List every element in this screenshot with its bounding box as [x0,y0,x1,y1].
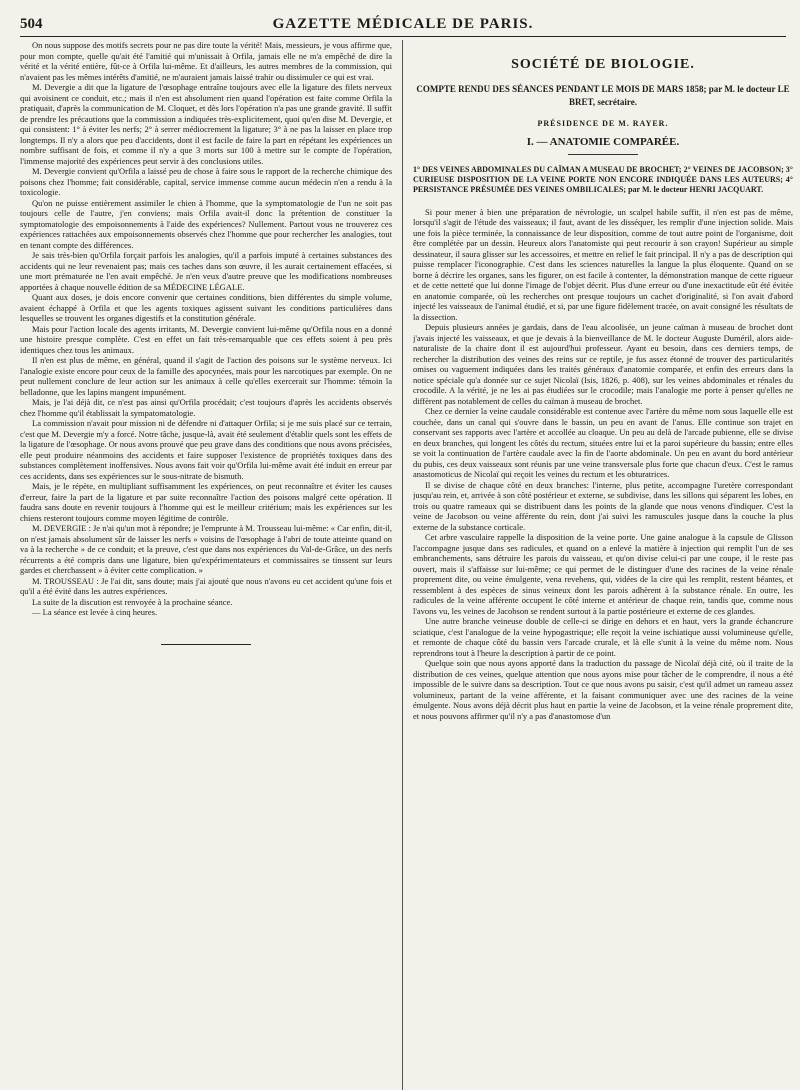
paragraph: Mais, je le répète, en multipliant suffisamment les expériences, on peut reconnaître et éviter les causes d'erreur, faire la part de la ligature et par suite reconnaître l'action des poisons malgré cette opération. Il faudra sans doute en revenir toujours à l'homme qui est le meilleur critérium; mais les expériences sur les chiens resteront toujours comme moyen légitime de contrôle. [20,481,392,523]
paragraph: Quant aux doses, je dois encore convenir que certaines conditions, bien différentes du simple volume, avaient échappé à Orfila et que les agents toxiques agissent suivant les conditions particulières dans lesquelles se trouvent les organes digestifs et la constitution générale. [20,292,392,323]
section-rule [568,154,638,155]
paragraph: Si pour mener à bien une préparation de névrologie, un scalpel habile suffit, il n'en est pas de même, lorsqu'il s'agit de l'étude des vaisseaux; il faut, avant de les disséquer, les remplir d'une injection solide. Mais une fois la pièce terminée, la connaissance de leur disposition, comme de tout autre point de l'organisme, doit être complétée par un dessin. Heureux alors l'anatomiste qui peut recourir à son crayon! Supérieur au simple dessinateur, il saura glisser sur les accessoires, et mettre en relief le fait principal. Il n'y a pas de description qui puisse remplacer l'iconographie. C'est dans les sciences naturelles la langue la plus éloquente. Quand on se borne à décrire les organes, sans les figurer, on est facile à contenter, la démonstration manque de cette rigueur et de cette netteté que lui donne l'image de l'objet décrit. Plus d'une erreur ou d'une inexactitude eût été évitée en anatomie comparée, où les recherches ont presque toujours un cachet d'originalité, si l'on avait d'abord injecté les vaisseaux de l'animal étudié, et si, par une figure fidèlement tracée, on avait consigné les résultats de la dissection. [413,206,793,322]
paragraph: La commission n'avait pour mission ni de défendre ni d'attaquer Orfila; si je me suis placé sur ce terrain, c'est que M. Devergie m'y a forcé. Notre tâche, jusque-là, avait été seulement d'établir quels sont les effets de la ligature de l'œsophage. Or nous avons prouvé que peu grave dans des conditions que nous avons précisées, elle peut produire néanmoins des accidents et faire supposer l'existence de propriétés toxiques dans des substances complètement inoffensives. Nous avons fait voir qu'Orfila lui-même avait été induit en erreur par ces accidents, dans ses expériences sur le sous-nitrate de bismuth. [20,418,392,481]
paragraph: M. DEVERGIE : Je n'ai qu'un mot à répondre; je l'emprunte à M. Trousseau lui-même: « Car enfin, dit-il, on n'est jamais absolument sûr de laisser les nerfs » voisins de l'œsophage à l'abri de toute atteinte quand on va à la recherche » de ce conduit; et la preuve, c'est que dans nos expériences du Val-de-Grâce, un des nerfs récurrents a été compris dans une ligature, bien qu'expérimentateurs et commissaires se tinssent sur leurs gardes et cherchassent » à éviter cette complication. » [20,523,392,575]
paragraph: Depuis plusieurs années je gardais, dans de l'eau alcoolisée, un jeune caïman à museau de brochet dont j'avais injecté les vaisseaux, et que je devais à la bienveillance de M. le docteur Auguste Duméril, alors aide-naturaliste de la chaire dont il est aujourd'hui professeur. Ayant eu besoin, dans ces derniers temps, de rechercher la distribution des veines des reins sur ce reptile, je fus assez étonné de trouver des particularités omises ou vaguement indiquées dans les traités généraux d'anatomie comparée, et enfin des erreurs dans la notice spéciale qu'a donnée sur ce sujet Nicolaï (Isis, 1826, p. 408), sur les veines abdominales et rénales du crocodile. A la vérité, je ne les ai pas étudiées sur le crocodile; mais l'analogie me porte à penser qu'elles ne diffèrent pas notablement de celles du caïman à museau de brochet. [413,322,793,406]
paragraph: M. Devergie a dit que la ligature de l'œsophage entraîne toujours avec elle la ligature des filets nerveux qui avoisinent ce conduit, etc.; mais il n'en est absolument rien quand l'opération est faite comme Orfila la pratiquait, d'après la communication de M. Cloquet, et dès lors l'opération n'a pas une grande gravité. Il suffit de prendre les précautions que la commission a indiquées très-explicitement, quoi qu'en dise M. Devergie, et qui consistent: 1° à éviter les nerfs; 2° à serrer médiocrement la ligature; 3° à ne pas la laisser en place trop longtemps. Il n'y a alors que peu d'accidents, dont il est facile de faire la part en répétant les expériences un nombre suffisant de fois, et comme il n'y a que 3 morts sur 100 à mettre sur le compte de l'opération, l'immense majorité des expériences peut servir à des conclusions utiles. [20,82,392,166]
journal-title: GAZETTE MÉDICALE DE PARIS. [272,16,534,32]
presidency-line: PRÉSIDENCE DE M. RAYER. [537,118,669,128]
paragraph: Chez ce dernier la veine caudale considérable est contenue avec l'artère du même nom sous laquelle elle est couchée, dans un canal qui s'ouvre dans le bassin, un peu en avant de l'anus. Elle continue son trajet en conservant ses rapports avec l'artère et accollée au cloaque. Un peu au delà de l'arcade pubienne, elle se divise en deux branches, qui longent les côtés du rectum, situées entre lui et la paroi supérieure du bassin; entre elles se voit la continuation de l'artère caudale avec la fin de l'aorte abdominale. Un peu en avant du bord antérieur du pubis, ces deux vaisseaux sont réunis par une veine transversale plus forte que chacun d'eux. C'est le ramus anastomoticus de Nicolaï qui reçoit les veines du rectum et les obturatrices. [413,406,793,479]
running-head [20,14,786,37]
section-heading: I. — ANATOMIE COMPARÉE. [526,136,680,148]
paragraph: Cet arbre vasculaire rappelle la disposition de la veine porte. Une gaine analogue à la capsule de Glisson l'accompagne jusque dans ses radicules, et quand on a enlevé la matière à injection qui remplit l'un de ses embranchements, sans détruire les parois du vaisseau, et qu'on divise celui-ci par une coupe, il le reste pas ouvert, mais il s'affaisse sur lui-même; ce qui permet de le distinguer d'une des racines de la veine rénale proprement dite, ou veine émulgente, vena revehens, qui, vidées de la cire qui les remplit, restent béantes, et ressemblent à des espèces de sinus veineux dont les parois adhèrent à la substance rénale. En outre, les radicules de la veine afférente occupent le côté interne et antérieur de chaque rein, tandis que, comme nous l'avons vu, les veines de Jacobson se rendent surtout à la partie postérieure et externe de ces glandes. [413,532,793,616]
paragraph: M. TROUSSEAU : Je l'ai dit, sans doute; mais j'ai ajouté que nous n'avons eu cet accident qu'une fois et qu'il a été évité dans les autres expériences. [20,575,392,596]
report-title: COMPTE RENDU DES SÉANCES PENDANT LE MOIS DE MARS 1858; par M. le docteur LE BRET, secrétaire. [416,83,790,107]
paragraph: Je sais très-bien qu'Orfila forçait parfois les analogies, qu'il a parfois imputé à certaines substances des accidents qui ne leur revenaient pas; mais ces taches dans son œuvre, il les aurait certainement effacées, si une mort prématurée ne l'en avait empêché. Je n'en veux d'autre preuve que les modifications nombreuses apportées à chaque nouvelle édition de sa MÉDECINE LÉGALE. [20,250,392,292]
paragraph: Quelque soin que nous ayons apporté dans la traduction du passage de Nicolaï déjà cité, où il traite de la distribution de ces veines, quelque attention que nous ayons mise pour tâcher de le comprendre, il nous a été impossible de le suivre dans sa description. Tout ce que nous avons pu saisir, c'est qu'il admet un rameau assez volumineux, partant de la veine afférente, et la faisant communiquer avec une des racines de la veine émulgente. Nous avons déjà décrit plus haut en partie la veine de Jacobson, et la veine rénale proprement dite, et nous pouvons affirmer qu'il n'y a pas d'anastomose d'un [413,658,793,721]
article-columns [20,40,793,1090]
paragraph: Une autre branche veineuse double de celle-ci se dirige en dehors et en haut, vers la grande échancrure sciatique, c'est l'analogue de la veine hypogastrique; elle reçoit la veine ischiatique aussi volumineuse qu'elle, et remonte de chaque côté du bassin vers l'arcade crurale, et là elle s'unit à la veine du même nom. Nous reprendrons tout à l'heure la description à partir de ce point. [413,616,793,658]
paragraph: On nous suppose des motifs secrets pour ne pas dire toute la vérité! Mais, messieurs, je vous affirme que, pour mon compte, quelle qu'ait été l'amitié qui m'unissait à Orfila, jamais elle ne m'a empêché de dire la vérité et la vérité entière, fût-ce à Orfila lui-même. Et d'ailleurs, les autres membres de la commission, qui n'avaient pas les mêmes intérêts d'amitié, ne m'auraient jamais laissé trahir ou dissimuler ce qui est vrai. [20,40,392,82]
left-column [20,40,392,1090]
paragraph: Qu'on ne puisse entièrement assimiler le chien à l'homme, que la symptomatologie de l'un ne soit pas toujours celle de l'autre, j'en conviens; mais Orfila avait-il donc la prétention de constituer la symptomatologie des empoisonnements à l'aide des expériences? Nullement. Partout vous ne trouverez ces expériences rattachées aux empoisonnements observés chez l'homme que pour rechercher les analogies, tout en tenant compte des différences. [20,197,392,250]
paragraph: Il n'en est plus de même, en général, quand il s'agit de l'action des poisons sur le système nerveux. Ici l'analogie existe encore pour ceux de la famille des apocynées, mais pour les narcotiques par exemple. On ne peut nullement conclure de leur action sur les animaux à celle qu'elles exercerait sur l'homme: témoin la belladonne, que les lapins mangent impunément. [20,355,392,397]
paragraph: Mais, je l'ai déjà dit, ce n'est pas ainsi qu'Orfila procédait; c'est toujours d'après les accidents observés chez l'homme qu'il établissait la sympatomatologie. [20,397,392,418]
paragraph: Mais pour l'action locale des agents irritants, M. Devergie convient lui-même qu'Orfila nous en a donné une histoire presque complète. C'est en effet un fait très-remarquable que ces effets soient à peu près identiques chez tous les animaux. [20,323,392,355]
right-column [413,40,793,1090]
column-divider [402,40,403,1090]
section-summary: 1° DES VEINES ABDOMINALES DU CAÏMAN A MUSEAU DE BROCHET; 2° VEINES DE JACOBSON; 3° CURIEUSE DISPOSITION DE LA VEINE PORTE NON ENCORE INDIQUÉE DANS LES AUTEURS; 4° PERSISTANCE PRÉSUMÉE DES VEINES OMBILICALES; par M. le docteur HENRI JACQUART. [413,164,793,194]
page-number: 504 [20,16,43,32]
paragraph: — La séance est levée à cinq heures. [32,607,158,617]
paragraph: La suite de la discution est renvoyée à la prochaine séance. [32,596,233,607]
end-rule [161,644,251,645]
paragraph: M. Devergie convient qu'Orfila a laissé peu de chose à faire sous le rapport de la recherche chimique des poisons chez l'homme; fait considérable, capital, service immense comme aucun médecin n'en a rendu à la toxicologie. [20,166,392,197]
society-title: SOCIÉTÉ DE BIOLOGIE. [511,57,695,72]
paragraph: Il se divise de chaque côté en deux branches: l'interne, plus petite, accompagne l'uretère correspondant jusqu'au rein, et, arrivée à son côté postérieur et externe, se subdivise, dans les sillons qui séparent les lobes, en trois ou quatre rameaux qui se distribuent dans les points de la glande que nous venons d'indiquer. C'est la veine de Jacobson ou veine afférente du rein, dont j'ai suivi les ramuscules jusque dans la couche la plus externe de la substance corticale. [413,479,793,532]
